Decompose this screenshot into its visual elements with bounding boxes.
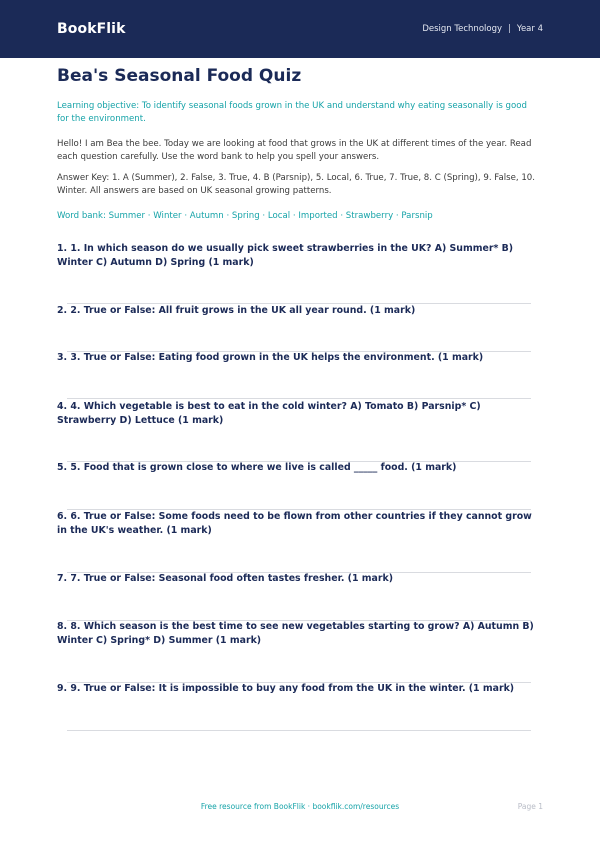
learning-objective: Learning objective: To identify seasonal foods grown in the UK and understand why eating seasonally is good for the environment. (57, 101, 527, 124)
intro-text: Hello! I am Bea the bee. Today we are looking at food that grows in the UK at different times of the year. Read each question carefully. Use the word bank to help you spell your answers. (57, 139, 532, 162)
year-label: Year 4 (516, 24, 543, 34)
header-meta (422, 24, 543, 34)
word-bank: Word bank: Summer · Winter · Autumn · Spring · Local · Imported · Strawberry · Parsnip (57, 211, 433, 221)
subject-label: Design Technology (422, 24, 503, 34)
header-separator: | (508, 24, 511, 34)
question-2: 2. 2. True or False: All fruit grows in the UK all year round. (1 mark) (57, 305, 416, 316)
page-title: Bea's Seasonal Food Quiz (57, 66, 302, 86)
page-footer (0, 802, 600, 814)
question-4: 4. 4. Which vegetable is best to eat in the cold winter? A) Tomato B) Parsnip* C) Strawberry D) Lettuce (1 mark) (57, 401, 481, 426)
page-header (0, 0, 600, 58)
answer-line[interactable] (67, 730, 531, 731)
answer-line[interactable] (67, 398, 531, 399)
question-3: 3. 3. True or False: Eating food grown in the UK helps the environment. (1 mark) (57, 352, 484, 363)
question-1: 1. 1. In which season do we usually pick sweet strawberries in the UK? A) Summer* B) Winter C) Autumn D) Spring (1 mark) (57, 243, 514, 268)
question-5: 5. 5. Food that is grown close to where we live is called _____ food. (1 mark) (57, 462, 457, 473)
question-6: 6. 6. True or False: Some foods need to be flown from other countries if they cannot grow in the UK's weather. (1 mark) (57, 511, 532, 536)
footer-resource-link[interactable]: Free resource from BookFlik · bookflik.com/resources (200, 802, 400, 811)
question-7: 7. 7. True or False: Seasonal food often tastes fresher. (1 mark) (57, 573, 393, 584)
brand-logo[interactable]: BookFlik (57, 21, 126, 37)
page-number: Page 1 (517, 802, 543, 811)
question-9: 9. 9. True or False: It is impossible to buy any food from the UK in the winter. (1 mark) (57, 683, 515, 694)
answer-key: Answer Key: 1. A (Summer), 2. False, 3. True, 4. B (Parsnip), 5. Local, 6. True, 7. True, 8. C (Spring), 9. False, 10. Winter. All answers are based on UK seasonal growing patterns. (57, 173, 536, 196)
question-8: 8. 8. Which season is the best time to see new vegetables starting to grow? A) Autumn B) Winter C) Spring* D) Summer (1 mark) (57, 621, 534, 646)
